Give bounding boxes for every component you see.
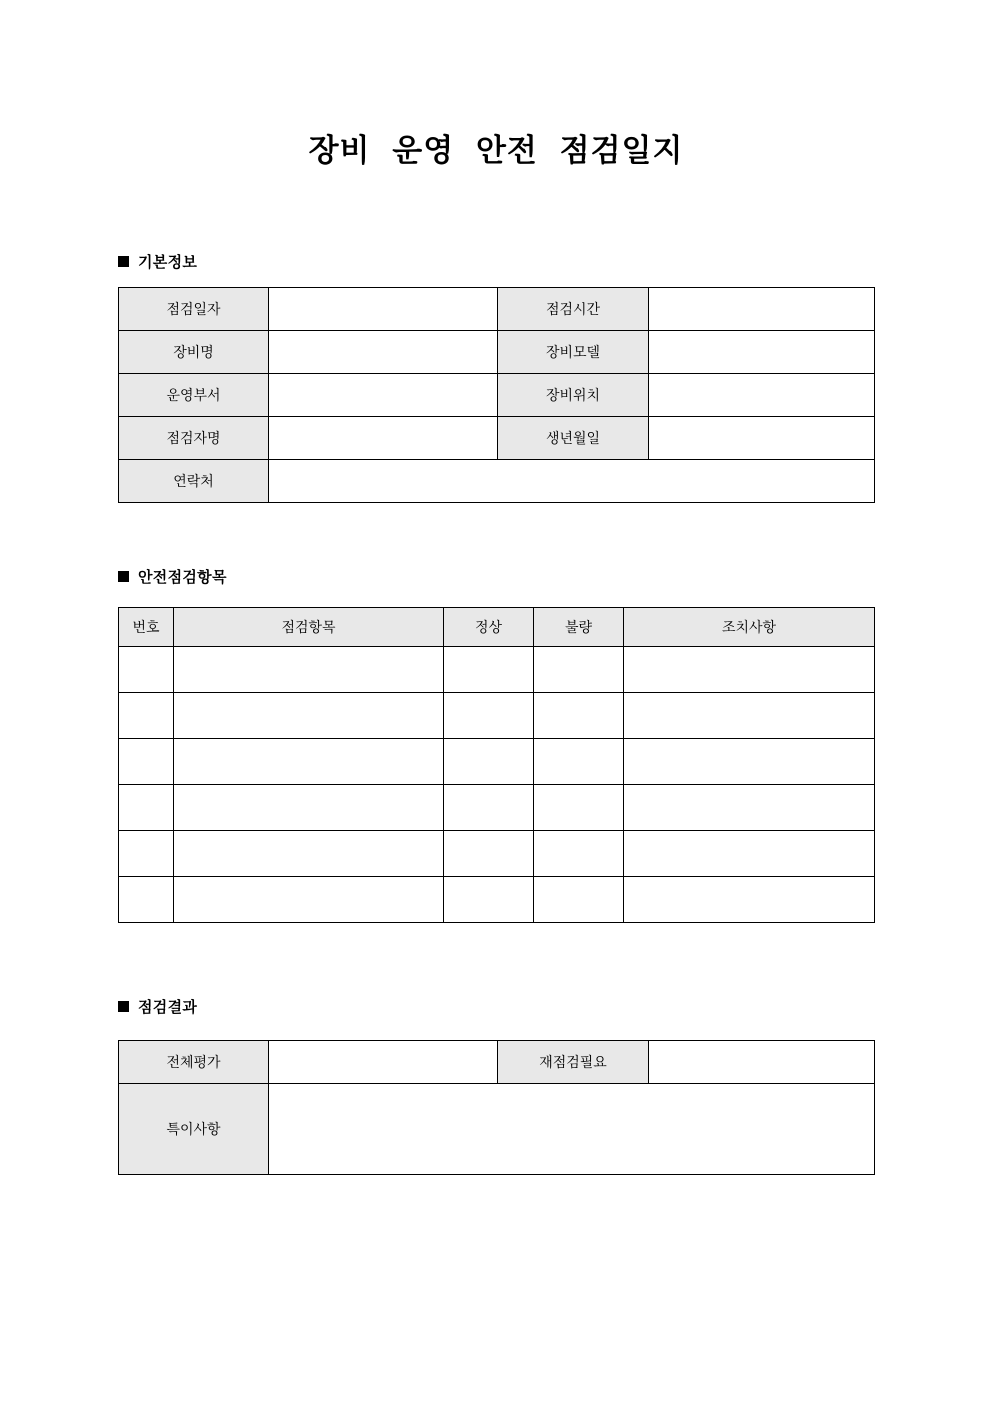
cell-defect[interactable] bbox=[534, 877, 624, 923]
square-bullet-icon bbox=[118, 256, 129, 267]
cell-inspection-item[interactable] bbox=[174, 785, 444, 831]
cell-normal[interactable] bbox=[444, 647, 534, 693]
cell-number[interactable] bbox=[119, 831, 174, 877]
field-value-inspector-name[interactable] bbox=[269, 417, 498, 460]
safety-inspection-items-table bbox=[118, 607, 875, 923]
section-heading-safety-items-label: 안전점검항목 bbox=[138, 568, 227, 586]
cell-inspection-item[interactable] bbox=[174, 831, 444, 877]
cell-action[interactable] bbox=[624, 831, 875, 877]
cell-inspection-item[interactable] bbox=[174, 693, 444, 739]
basic-info-table bbox=[118, 287, 875, 503]
field-value-overall-evaluation[interactable] bbox=[269, 1041, 498, 1084]
cell-defect[interactable] bbox=[534, 739, 624, 785]
section-heading-basic-info bbox=[118, 251, 197, 272]
cell-normal[interactable] bbox=[444, 831, 534, 877]
field-label-birth-date: 생년월일 bbox=[498, 417, 649, 460]
cell-action[interactable] bbox=[624, 739, 875, 785]
field-label-inspection-date: 점검일자 bbox=[119, 288, 269, 331]
cell-normal[interactable] bbox=[444, 785, 534, 831]
cell-number[interactable] bbox=[119, 785, 174, 831]
table-row bbox=[119, 331, 875, 374]
column-header-action: 조치사항 bbox=[624, 608, 875, 647]
field-value-inspection-time[interactable] bbox=[649, 288, 875, 331]
cell-number[interactable] bbox=[119, 739, 174, 785]
section-heading-inspection-result-label: 점검결과 bbox=[138, 998, 198, 1016]
cell-defect[interactable] bbox=[534, 831, 624, 877]
section-heading-inspection-result bbox=[118, 996, 197, 1017]
section-heading-basic-info-label: 기본정보 bbox=[138, 253, 198, 271]
square-bullet-icon bbox=[118, 571, 129, 582]
cell-number[interactable] bbox=[119, 647, 174, 693]
field-value-equipment-name[interactable] bbox=[269, 331, 498, 374]
cell-action[interactable] bbox=[624, 693, 875, 739]
table-row bbox=[119, 647, 875, 693]
column-header-defect: 불량 bbox=[534, 608, 624, 647]
cell-inspection-item[interactable] bbox=[174, 647, 444, 693]
table-row bbox=[119, 831, 875, 877]
cell-number[interactable] bbox=[119, 693, 174, 739]
cell-inspection-item[interactable] bbox=[174, 877, 444, 923]
field-value-contact[interactable] bbox=[269, 460, 875, 503]
table-row bbox=[119, 785, 875, 831]
cell-defect[interactable] bbox=[534, 647, 624, 693]
cell-defect[interactable] bbox=[534, 693, 624, 739]
field-value-operating-department[interactable] bbox=[269, 374, 498, 417]
table-row bbox=[119, 1041, 875, 1084]
table-row bbox=[119, 417, 875, 460]
table-row bbox=[119, 693, 875, 739]
cell-number[interactable] bbox=[119, 877, 174, 923]
field-value-recheck-required[interactable] bbox=[649, 1041, 875, 1084]
field-label-contact: 연락처 bbox=[119, 460, 269, 503]
table-row bbox=[119, 288, 875, 331]
cell-action[interactable] bbox=[624, 877, 875, 923]
table-row bbox=[119, 877, 875, 923]
field-label-overall-evaluation: 전체평가 bbox=[119, 1041, 269, 1084]
square-bullet-icon bbox=[118, 1001, 129, 1012]
field-value-special-notes[interactable] bbox=[269, 1084, 875, 1175]
field-value-equipment-location[interactable] bbox=[649, 374, 875, 417]
field-label-inspector-name: 점검자명 bbox=[119, 417, 269, 460]
column-header-inspection-item: 점검항목 bbox=[174, 608, 444, 647]
page-title: 장비 운영 안전 점검일지 bbox=[308, 133, 684, 169]
table-row bbox=[119, 374, 875, 417]
field-label-equipment-location: 장비위치 bbox=[498, 374, 649, 417]
field-value-birth-date[interactable] bbox=[649, 417, 875, 460]
field-label-operating-department: 운영부서 bbox=[119, 374, 269, 417]
inspection-result-table bbox=[118, 1040, 875, 1175]
section-heading-safety-items bbox=[118, 566, 227, 587]
field-label-equipment-model: 장비모델 bbox=[498, 331, 649, 374]
field-value-equipment-model[interactable] bbox=[649, 331, 875, 374]
cell-defect[interactable] bbox=[534, 785, 624, 831]
field-label-inspection-time: 점검시간 bbox=[498, 288, 649, 331]
table-row bbox=[119, 739, 875, 785]
cell-normal[interactable] bbox=[444, 877, 534, 923]
column-header-normal: 정상 bbox=[444, 608, 534, 647]
cell-inspection-item[interactable] bbox=[174, 739, 444, 785]
field-value-inspection-date[interactable] bbox=[269, 288, 498, 331]
cell-action[interactable] bbox=[624, 647, 875, 693]
table-row bbox=[119, 1084, 875, 1175]
cell-normal[interactable] bbox=[444, 693, 534, 739]
field-label-recheck-required: 재점검필요 bbox=[498, 1041, 649, 1084]
field-label-special-notes: 특이사항 bbox=[119, 1084, 269, 1175]
table-row bbox=[119, 460, 875, 503]
column-header-number: 번호 bbox=[119, 608, 174, 647]
cell-normal[interactable] bbox=[444, 739, 534, 785]
cell-action[interactable] bbox=[624, 785, 875, 831]
field-label-equipment-name: 장비명 bbox=[119, 331, 269, 374]
table-header-row bbox=[119, 608, 875, 647]
